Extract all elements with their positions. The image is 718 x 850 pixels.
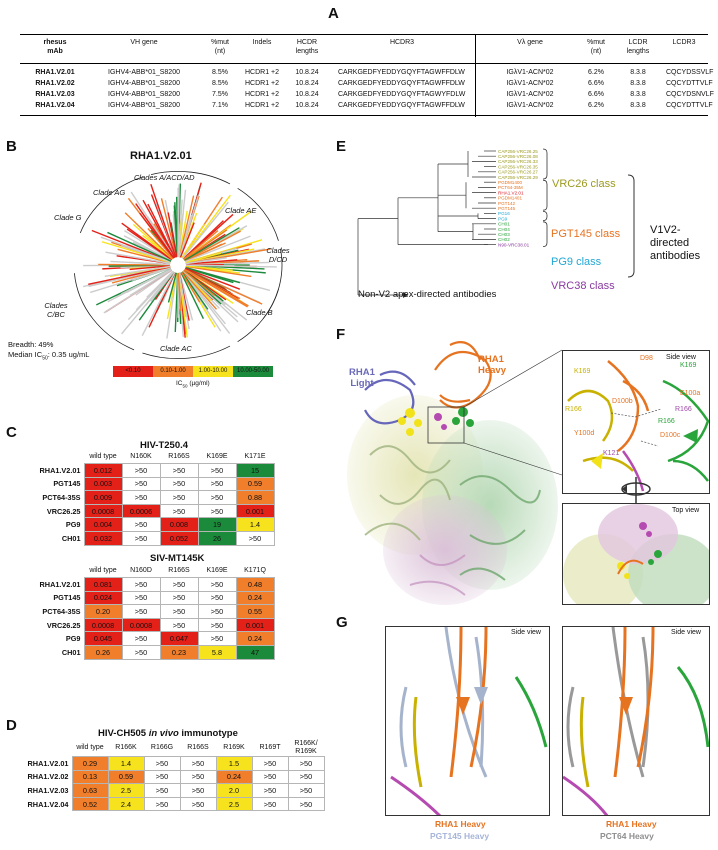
ic50-cell: >50: [144, 757, 180, 771]
table-a-cell: 10.8.24: [295, 102, 319, 109]
residue-label: K169: [680, 362, 697, 369]
overlay-pgt145-structure: [386, 627, 550, 816]
class-label-vrc38: VRC38 class: [551, 280, 615, 292]
ic50-cell: 0.63: [72, 784, 108, 798]
table-a-cell: CQCYDSNVLF: [666, 91, 714, 98]
dendrogram-leaf-label: PGDM1401: [498, 195, 523, 201]
residue-label: R166: [565, 406, 582, 413]
rha1-heavy-label: RHA1 Heavy: [478, 354, 506, 376]
column-header: K171E: [244, 452, 266, 460]
table-a-cell: 7.1%: [212, 102, 228, 109]
ic50-cell: 0.001: [236, 618, 274, 632]
legend-swatch: 1.00-10.00: [193, 366, 233, 377]
column-header: R166S: [168, 452, 190, 460]
clade-arc: [74, 273, 134, 350]
overlay-pct64-inset: [562, 626, 710, 816]
antibody-sequence-table: [20, 34, 714, 116]
ic50-cell: >50: [198, 504, 236, 518]
residue-label: D100c: [660, 432, 681, 439]
column-header: K169E: [206, 452, 228, 460]
ic50-cell: >50: [288, 784, 324, 798]
row-label: CH01: [61, 647, 81, 657]
ic50-cell: 0.001: [236, 504, 274, 518]
ic50-cell: 0.20: [84, 605, 122, 619]
ic50-cell: >50: [122, 491, 160, 505]
class-label-pg9: PG9 class: [551, 256, 602, 268]
legend-swatch: <0.10: [113, 366, 153, 377]
legend-swatch: 10.00-50.00: [233, 366, 273, 377]
ic50-cell: >50: [198, 491, 236, 505]
table-a-header: HCDR3: [389, 39, 415, 46]
ic50-cell: >50: [160, 578, 198, 592]
table-a-cell: 6.6%: [588, 80, 604, 87]
ic50-cell: >50: [160, 591, 198, 605]
ic50-cell: 0.003: [84, 477, 122, 491]
panel-label-f: F: [336, 326, 346, 343]
ic50-cell: 1.4: [108, 757, 144, 771]
ic50-cell: >50: [288, 757, 324, 771]
ic50-cell: >50: [144, 770, 180, 784]
ic50-cell: >50: [160, 504, 198, 518]
dendrogram-leaf-label: PGDM1400: [498, 180, 523, 185]
ic50-cell: >50: [180, 784, 216, 798]
table-a-cell: CQCYDTTVLF: [666, 80, 713, 87]
ic50-cell: 0.29: [72, 757, 108, 771]
ic50-cell: 0.13: [72, 770, 108, 784]
ic50-legend-axis-label: $IC_{50}$ (µg/ml): [176, 380, 210, 389]
ic50-cell: 47: [236, 646, 274, 660]
ic50-cell: 0.24: [216, 770, 252, 784]
table-a-header: %mut (nt): [211, 39, 229, 55]
table-a-cell: RHA1.V2.04: [35, 102, 75, 109]
neutralization-table-ch505: [8, 740, 325, 811]
ic50-cell: 0.0008: [84, 504, 122, 518]
table-a-cell: IGλV1-ACN*02: [506, 69, 554, 76]
table-a-cell: 8.5%: [212, 80, 228, 87]
dendrogram-leaf-label: PGT142: [498, 200, 516, 206]
table-a-header: LCDR3: [672, 39, 696, 46]
ic50-cell: >50: [288, 770, 324, 784]
table-a-cell: IGHV4-ABB*01_S8200: [108, 69, 180, 76]
column-header: K169E: [206, 566, 228, 574]
table-a-cell: IGλV1-ACN*02: [506, 80, 554, 87]
ic50-cell: 0.26: [84, 646, 122, 660]
ic50-cell: 0.59: [236, 477, 274, 491]
table-a-cell: 8.3.8: [630, 80, 646, 87]
residue-label: R166: [658, 418, 675, 425]
ic50-cell: 0.24: [236, 632, 274, 646]
ic50-cell: >50: [198, 464, 236, 478]
neutralization-table-siv-mt145k: [14, 564, 275, 660]
ic50-cell: >50: [122, 518, 160, 532]
table-a-header: rhesus mAb: [43, 39, 67, 55]
ic50-cell: 0.008: [160, 518, 198, 532]
dendrogram-leaf-label: CAP256-VRC26.27: [498, 169, 538, 175]
table-a-cell: 6.2%: [588, 69, 604, 76]
ic50-cell: 0.0006: [122, 504, 160, 518]
table-a-cell: 10.8.24: [295, 80, 319, 87]
class-label-vrc26: VRC26 class: [552, 178, 616, 190]
ic50-cell: >50: [122, 477, 160, 491]
ic50-cell: >50: [122, 578, 160, 592]
dendrogram-leaf-label: N90-VRC38.01: [498, 242, 530, 248]
ic50-cell: >50: [180, 770, 216, 784]
ic50-cell: 0.55: [236, 605, 274, 619]
class-bracket: [543, 149, 547, 179]
dendrogram-leaf-label: CH02: [498, 237, 510, 243]
table-a-cell: CARKGEDFYEDDYGQYFTAGWFFDLW: [338, 102, 465, 109]
ic50-cell: 2.4: [108, 797, 144, 811]
row-label: RHA1.V2.01: [39, 465, 81, 475]
ic50-cell: >50: [252, 797, 288, 811]
dendrogram-leaf-label: CAP256-VRC26.29: [498, 174, 538, 180]
clade-label-b: Clade B: [246, 308, 273, 317]
clade-label-a: Clades A/ACD/AD: [134, 173, 195, 182]
table-a-cell: HCDR1 +2: [244, 69, 280, 76]
ic50-cell: >50: [180, 757, 216, 771]
column-header: R169T: [259, 744, 281, 751]
row-label: RHA1.V2.04: [27, 799, 69, 809]
ic50-cell: >50: [144, 797, 180, 811]
ic50-cell: 0.23: [160, 646, 198, 660]
dendrogram-leaf-label: RHA1.V2.01: [498, 190, 524, 196]
residue-label: K121: [603, 450, 620, 457]
row-label: PG9: [65, 634, 81, 644]
row-label: RHA1.V2.03: [27, 785, 69, 795]
non-v2-label: Non-V2 apex-directed antibodies: [358, 289, 497, 300]
ic50-cell: 0.024: [84, 591, 122, 605]
v1v2-group-label: V1V2- directed antibodies: [650, 224, 701, 262]
ic50-cell: 0.24: [236, 591, 274, 605]
ic50-cell: 2.5: [108, 784, 144, 798]
clade-label-ac: Clade AC: [160, 344, 192, 353]
class-bracket: [543, 222, 547, 247]
ic50-cell: 0.009: [84, 491, 122, 505]
table-a-cell: IGHV4-ABB*01_S8200: [108, 102, 180, 109]
column-header: wild type: [76, 744, 104, 751]
ic50-cell: >50: [122, 646, 160, 660]
ic50-cell: 0.052: [160, 532, 198, 546]
ic50-cell: >50: [180, 797, 216, 811]
ic50-cell: 1.5: [216, 757, 252, 771]
median-ic50-text: Median $IC_{50}$: 0.35 ug/mL: [8, 350, 90, 362]
g-right-heavy-label: RHA1 Heavy: [606, 819, 657, 829]
column-header: R166K/ R169K: [294, 740, 318, 755]
ic50-cell: >50: [122, 591, 160, 605]
column-header: R166S: [168, 566, 190, 574]
panel-label-c: C: [6, 424, 17, 441]
ic50-cell: >50: [160, 605, 198, 619]
table-a-cell: 10.8.24: [295, 91, 319, 98]
tree-b-title: RHA1.V2.01: [130, 150, 192, 162]
breadth-text: Breadth: 49%: [8, 340, 54, 349]
table-a-cell: IGλV1-ACN*02: [506, 91, 554, 98]
ic50-cell: >50: [144, 784, 180, 798]
row-label: PCT64-35S: [42, 607, 81, 617]
top-view-label: Top view: [672, 507, 700, 514]
ic50-cell: >50: [160, 477, 198, 491]
table-c2-title: SIV-MT145K: [150, 553, 205, 564]
dendrogram-leaf-label: PGT145: [498, 206, 516, 211]
row-label: VRC26.25: [46, 506, 81, 516]
clade-label-c: Clades C/BC: [44, 301, 68, 319]
ic50-cell: >50: [198, 578, 236, 592]
residue-label: Y100d: [574, 430, 595, 437]
table-a-cell: CQCYDTTVLF: [666, 102, 713, 109]
dendrogram-leaf-label: CH01: [498, 221, 510, 227]
ic50-cell: >50: [198, 632, 236, 646]
overlay-pgt145-inset: [385, 626, 550, 816]
table-d-title: HIV-CH505 in vivo immunotype: [98, 728, 238, 739]
residue-label: D100b: [612, 398, 633, 405]
row-label: PG9: [65, 520, 81, 530]
ic50-cell: 0.047: [160, 632, 198, 646]
clade-label-d: Clades D/CD: [266, 246, 290, 264]
class-bracket: [543, 211, 547, 220]
table-a-cell: CARKGEDFYEDDYGQYFTAGWFFDLW: [338, 80, 465, 87]
ic50-cell: >50: [122, 605, 160, 619]
group-bracket: [628, 175, 634, 277]
ic50-cell: 0.032: [84, 532, 122, 546]
table-a-cell: IGλV1-ACN*02: [506, 102, 554, 109]
table-header-divider: [20, 63, 708, 64]
ic50-cell: >50: [252, 757, 288, 771]
table-a-cell: RHA1.V2.03: [35, 91, 75, 98]
dendrogram-leaf-label: CAP256-VRC26.25: [498, 148, 538, 154]
table-c1-title: HIV-T250.4: [140, 440, 189, 451]
ic50-cell: 0.045: [84, 632, 122, 646]
ic50-cell: >50: [198, 605, 236, 619]
dendrogram-leaf-label: PG9: [498, 216, 508, 222]
top-view-inset: [562, 503, 710, 605]
legend-swatch: 0.10-1.00: [153, 366, 193, 377]
overlay-pct64-structure: [563, 627, 710, 816]
column-header: R166S: [187, 744, 209, 751]
row-label: PCT64-35S: [42, 493, 81, 503]
ic50-cell: >50: [198, 591, 236, 605]
panel-label-b: B: [6, 138, 17, 155]
class-bracket: [543, 180, 547, 210]
g-left-view-label: Side view: [511, 629, 541, 636]
table-a-cell: HCDR1 +2: [244, 80, 280, 87]
row-label: VRC26.25: [46, 620, 81, 630]
table-a-cell: IGHV4-ABB*01_S8200: [108, 91, 180, 98]
ic50-cell: 0.59: [108, 770, 144, 784]
column-header: N160K: [130, 452, 152, 460]
clade-label-g: Clade G: [54, 213, 82, 222]
table-a-cell: RHA1.V2.02: [35, 80, 75, 87]
column-header: R166K: [115, 744, 137, 751]
ic50-cell: 0.081: [84, 578, 122, 592]
ic50-cell: >50: [236, 532, 274, 546]
table-a-header: Indels: [252, 39, 272, 46]
column-header: N160D: [130, 566, 152, 574]
g-right-view-label: Side view: [671, 629, 701, 636]
clade-label-ae: Clade AE: [225, 206, 257, 215]
ic50-cell: 2.5: [216, 797, 252, 811]
ic50-cell: >50: [122, 532, 160, 546]
residue-label: D98: [640, 355, 653, 362]
dendrogram-leaf-label: PG16: [498, 211, 510, 217]
rha1-light-label: RHA1 Light: [349, 367, 375, 389]
ic50-cell: 0.0008: [84, 618, 122, 632]
ic50-cell: >50: [198, 618, 236, 632]
panel-label-g: G: [336, 614, 348, 631]
side-view-label: Side view: [666, 354, 696, 361]
ic50-cell: 0.004: [84, 518, 122, 532]
ic50-cell: 19: [198, 518, 236, 532]
ic50-cell: 0.48: [236, 578, 274, 592]
ic50-cell: >50: [160, 464, 198, 478]
row-label: CH01: [61, 533, 81, 543]
row-label: RHA1.V2.02: [27, 772, 69, 782]
panel-label-d: D: [6, 717, 17, 734]
ic50-cell: 2.0: [216, 784, 252, 798]
row-label: RHA1.V2.01: [27, 758, 69, 768]
dendrogram-leaf-label: CAP256-VRC26.08: [498, 154, 538, 159]
ic50-cell: 26: [198, 532, 236, 546]
neutralization-table-hiv-t250: [14, 450, 275, 546]
dendrogram-leaf-label: PCT64-35M: [498, 185, 523, 191]
dendrogram-leaf-label: CH04: [498, 226, 510, 232]
ic50-cell: >50: [160, 491, 198, 505]
table-a-cell: HCDR1 +2: [244, 91, 280, 98]
column-header: wild type: [89, 452, 117, 460]
panel-label-e: E: [336, 138, 347, 155]
residue-label: R166: [675, 406, 692, 413]
dendrogram-leaf-label: CH03: [498, 232, 510, 237]
tree-branch: [186, 265, 235, 266]
ic50-cell: >50: [252, 784, 288, 798]
ic50-cell: >50: [160, 618, 198, 632]
dendrogram-leaf-label: CAP256-VRC26.35: [498, 164, 538, 170]
ic50-cell: >50: [288, 797, 324, 811]
class-label-pgt145: PGT145 class: [551, 228, 621, 240]
table-a-header: Vλ gene: [517, 39, 543, 46]
dendrogram-leaf-label: CAP256-VRC26.33: [498, 159, 538, 165]
table-a-cell: 8.3.8: [630, 69, 646, 76]
table-a-cell: CARKGEDFYEDDYGQYFTAGWYFDLW: [338, 91, 466, 98]
table-a-cell: RHA1.V2.01: [35, 69, 75, 76]
column-header: R166G: [150, 744, 174, 751]
ic50-cell: 1.4: [236, 518, 274, 532]
ic50-cell: 5.8: [198, 646, 236, 660]
table-a-cell: 8.5%: [212, 69, 228, 76]
column-header: K171Q: [244, 566, 266, 574]
ic50-cell: >50: [252, 770, 288, 784]
rotate-arrow-icon: [618, 476, 654, 504]
table-a-header: HCDR lengths: [295, 39, 319, 55]
ic50-cell: >50: [198, 477, 236, 491]
row-label: PGT145: [53, 479, 81, 489]
ic50-cell: 0.88: [236, 491, 274, 505]
table-a-cell: CARKGEDFYEDDYGQYFTAGWFFDLW: [338, 69, 465, 76]
table-a-cell: 6.6%: [588, 91, 604, 98]
table-a-header: VH gene: [130, 39, 158, 46]
ic50-cell: >50: [122, 464, 160, 478]
ic50-cell: >50: [122, 632, 160, 646]
table-a-cell: CQCYDSSVLF: [666, 69, 714, 76]
ic50-cell: 0.0008: [122, 618, 160, 632]
top-view-structure: [563, 504, 710, 605]
table-a-cell: 8.3.8: [630, 91, 646, 98]
row-label: RHA1.V2.01: [39, 579, 81, 589]
ic50-cell: 0.52: [72, 797, 108, 811]
table-a-cell: 8.3.8: [630, 102, 646, 109]
panel-label-a: A: [328, 5, 339, 22]
residue-label: E100a: [680, 390, 701, 397]
clade-label-ag: Clade AG: [93, 188, 126, 197]
tree-branch: [178, 184, 179, 257]
g-left-heavy-label: RHA1 Heavy: [435, 819, 486, 829]
g-right-ref-label: PCT64 Heavy: [600, 831, 654, 841]
table-a-cell: IGHV4-ABB*01_S8200: [108, 80, 180, 87]
table-a-cell: HCDR1 +2: [244, 102, 280, 109]
residue-label: K169: [574, 368, 591, 375]
ic50-cell: 0.012: [84, 464, 122, 478]
table-a-cell: 7.5%: [212, 91, 228, 98]
row-label: PGT145: [53, 593, 81, 603]
table-a-cell: 6.2%: [588, 102, 604, 109]
table-a-header: %mut (nt): [587, 39, 605, 55]
ic50-color-legend: [113, 366, 273, 377]
column-header: wild type: [89, 566, 117, 574]
table-a-header: LCDR lengths: [626, 39, 650, 55]
column-header: R169K: [223, 744, 245, 751]
table-a-cell: 10.8.24: [295, 69, 319, 76]
ic50-cell: 15: [236, 464, 274, 478]
g-left-ref-label: PGT145 Heavy: [430, 831, 490, 841]
